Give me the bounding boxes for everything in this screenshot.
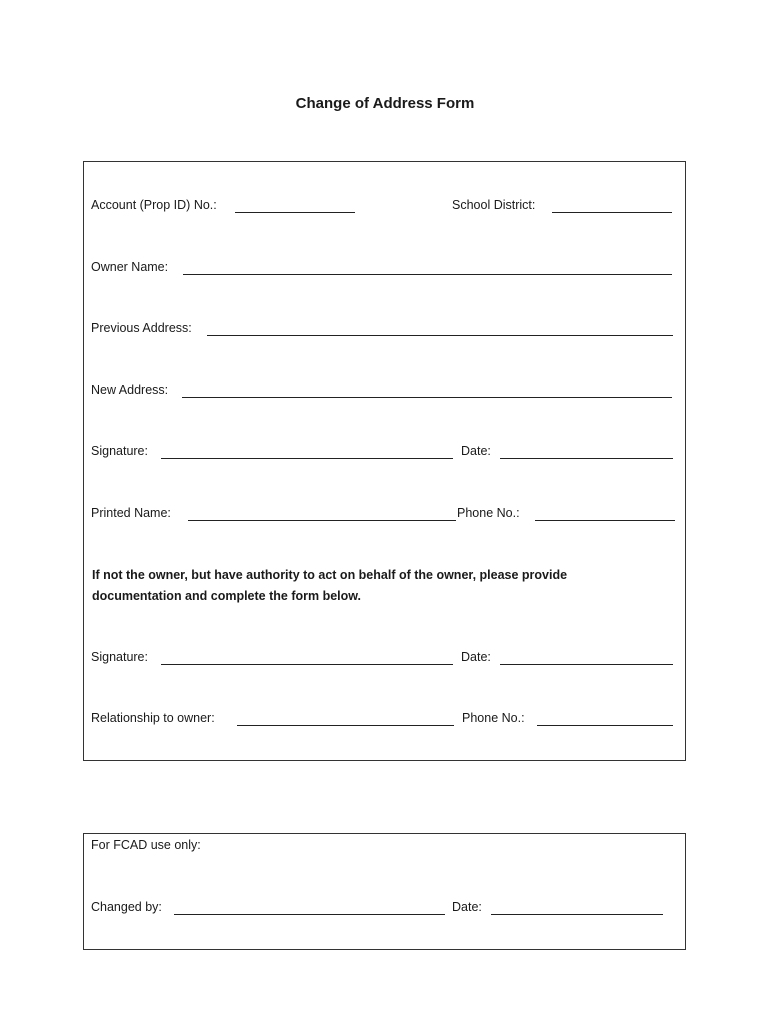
agent-phone-label: Phone No.: [462, 711, 525, 725]
fcad-heading: For FCAD use only: [91, 838, 201, 852]
changed-by-field[interactable] [174, 914, 445, 915]
agent-signature-label: Signature: [91, 650, 148, 664]
school-district-field[interactable] [552, 212, 672, 213]
date-label: Date: [461, 444, 491, 458]
school-district-label: School District: [452, 198, 536, 212]
agent-phone-field[interactable] [537, 725, 673, 726]
relationship-field[interactable] [237, 725, 454, 726]
signature-field[interactable] [161, 458, 453, 459]
signature-label: Signature: [91, 444, 148, 458]
previous-address-label: Previous Address: [91, 321, 192, 335]
form-title: Change of Address Form [295, 95, 475, 112]
agent-date-field[interactable] [500, 664, 673, 665]
printed-name-field[interactable] [188, 520, 456, 521]
owner-name-label: Owner Name: [91, 260, 169, 274]
relationship-label: Relationship to owner: [91, 711, 215, 725]
phone-label: Phone No.: [457, 506, 520, 520]
main-form-box [83, 161, 686, 761]
new-address-field[interactable] [182, 397, 672, 398]
agent-signature-field[interactable] [161, 664, 453, 665]
new-address-label: New Address: [91, 383, 169, 397]
changed-by-label: Changed by: [91, 900, 162, 914]
printed-name-label: Printed Name: [91, 506, 171, 520]
account-field[interactable] [235, 212, 355, 213]
authority-note: If not the owner, but have authority to act on behalf of the owner, please provide documentation and complete the form below. [92, 568, 568, 603]
fcad-date-label: Date: [452, 900, 482, 914]
fcad-office-box [83, 833, 686, 950]
phone-field[interactable] [535, 520, 675, 521]
previous-address-field[interactable] [207, 335, 673, 336]
agent-date-label: Date: [461, 650, 491, 664]
fcad-date-field[interactable] [491, 914, 663, 915]
account-label: Account (Prop ID) No.: [91, 198, 217, 212]
owner-name-field[interactable] [183, 274, 672, 275]
date-field[interactable] [500, 458, 673, 459]
